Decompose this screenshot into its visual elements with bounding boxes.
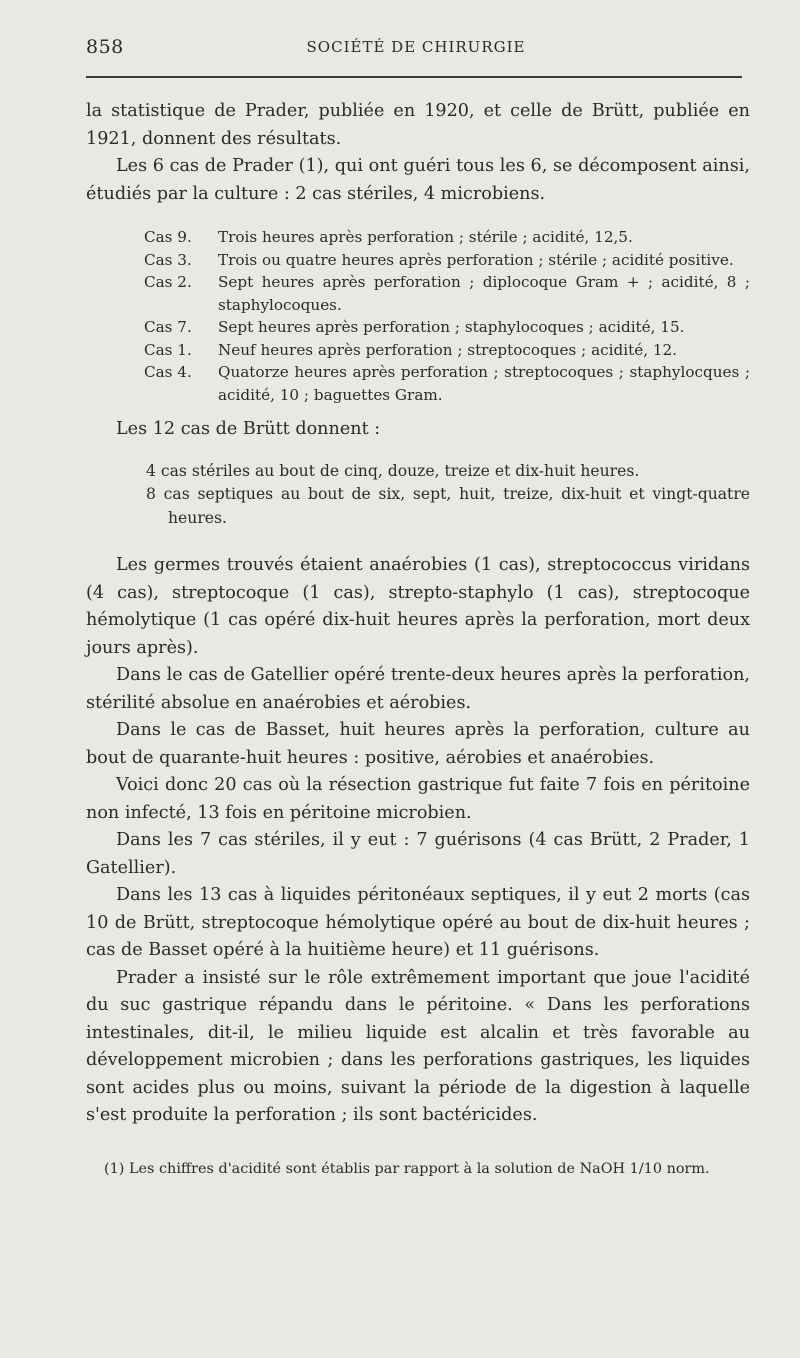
brutt-list xyxy=(86,460,750,531)
case-text: Trois ou quatre heures après perforation ; stérile ; acidité positive. xyxy=(218,250,734,269)
paragraph: Dans les 7 cas stériles, il y eut : 7 guérisons (4 cas Brütt, 2 Prader, 1 Gatellier). xyxy=(86,830,750,878)
paragraph: la statistique de Prader, publiée en 1920, et celle de Brütt, publiée en 1921, donnent des résultats. xyxy=(86,101,750,149)
case-label: Cas 1. xyxy=(144,340,192,359)
body-text xyxy=(86,98,750,1180)
paragraph: Dans le cas de Basset, huit heures après la perforation, culture au bout de quarante-huit heures : positive, aérobies et anaérobies. xyxy=(86,720,750,768)
case-item xyxy=(86,271,750,316)
paragraph: Les 6 cas de Prader (1), qui ont guéri tous les 6, se décomposent ainsi, étudiés par la culture : 2 cas stériles, 4 microbiens. xyxy=(86,156,750,204)
case-item xyxy=(86,316,750,339)
header-rule xyxy=(86,76,742,78)
case-label: Cas 9. xyxy=(144,228,192,246)
case-text: Quatorze heures après perforation ; streptocoques ; staphylocques ; acidité, 10 ; baguettes Gram. xyxy=(218,363,750,404)
paragraph: Dans les 13 cas à liquides péritonéaux septiques, il y eut 2 morts (cas 10 de Brütt, streptocoque hémolytique opéré au bout de dix-huit heures ; cas de Basset opéré à la huitième heure) et 11 guérisons. xyxy=(86,885,750,960)
case-item xyxy=(86,249,750,272)
paragraph: Voici donc 20 cas où la résection gastrique fut faite 7 fois en péritoine non infecté, 13 fois en péritoine microbien. xyxy=(86,775,750,823)
paragraph: Prader a insisté sur le rôle extrêmement important que joue l'acidité du suc gastrique répandu dans le péritoine. « Dans les perforations intestinales, dit-il, le milieu liquide est alcalin et très favorable au développement microbien ; dans les perforations gastriques, les liquides sont acides plus ou moins, suivant la période de la digestion à laquelle s'est produite la perforation ; ils sont bactéricides. xyxy=(86,967,750,1125)
case-label: Cas 4. xyxy=(144,363,192,381)
running-title: SOCIÉTÉ DE CHIRURGIE xyxy=(306,38,526,56)
paragraph: Dans le cas de Gatellier opéré trente-deux heures après la perforation, stérilité absolue en anaérobies et aérobies. xyxy=(86,665,750,713)
case-label: Cas 2. xyxy=(144,273,192,291)
case-item xyxy=(86,361,750,406)
list-item: 4 cas stériles au bout de cinq, douze, treize et dix-huit heures. xyxy=(146,461,640,480)
page-number: 858 xyxy=(86,36,124,58)
page-header xyxy=(86,36,746,60)
paragraph: Les germes trouvés étaient anaérobies (1 cas), streptococcus viridans (4 cas), streptocoque (1 cas), strepto-staphylo (1 cas), streptocoque hémolytique (1 cas opéré dix-huit heures après la perforation, mort deux jours après). xyxy=(86,555,750,658)
case-label: Cas 3. xyxy=(144,250,192,269)
list-item: 8 cas septiques au bout de six, sept, huit, treize, dix-huit et vingt-quatre heures. xyxy=(146,485,750,527)
case-text: Trois heures après perforation ; stérile ; acidité, 12,5. xyxy=(218,228,633,246)
case-text: Neuf heures après perforation ; streptocoques ; acidité, 12. xyxy=(218,340,677,359)
case-item xyxy=(86,226,750,249)
case-label: Cas 7. xyxy=(144,318,192,336)
prader-case-list xyxy=(86,226,750,406)
case-text: Sept heures après perforation ; diplocoque Gram + ; acidité, 8 ; staphylocoques. xyxy=(218,273,750,314)
case-item xyxy=(86,339,750,362)
paragraph: Les 12 cas de Brütt donnent : xyxy=(116,419,381,439)
footnote: (1) Les chiffres d'acidité sont établis par rapport à la solution de NaOH 1/10 norm. xyxy=(104,1160,710,1177)
case-text: Sept heures après perforation ; staphylocoques ; acidité, 15. xyxy=(218,318,685,336)
